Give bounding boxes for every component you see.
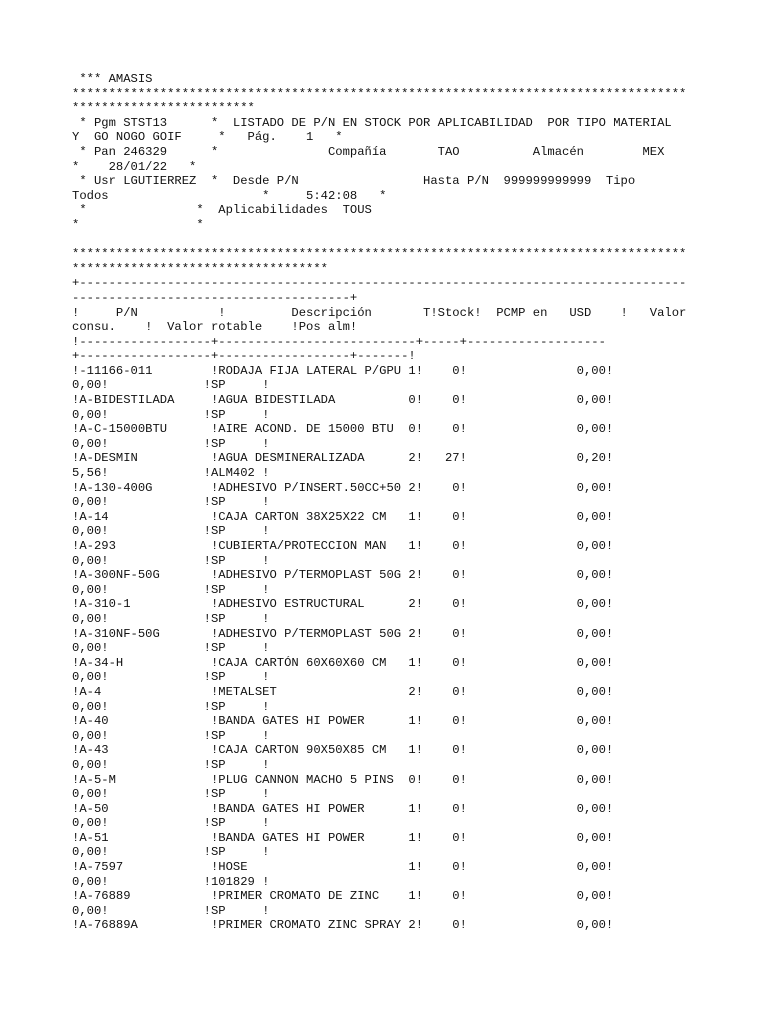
row-continuation: 0,00! !SP ! (72, 495, 270, 510)
table-row (72, 481, 762, 510)
table-row (72, 860, 762, 889)
row-main: !A-4 !METALSET 2! 0! 0,00! (72, 684, 614, 699)
table-row (72, 568, 762, 597)
row-continuation: 0,00! !SP ! (72, 903, 270, 918)
row-main: !A-5-M !PLUG CANNON MACHO 5 PINS 0! 0! 0,00! (72, 772, 614, 787)
row-main: !A-300NF-50G !ADHESIVO P/TERMOPLAST 50G 2! 0! 0,00! (72, 568, 614, 583)
report-title: *** AMASIS (72, 72, 153, 86)
row-main: !A-14 !CAJA CARTON 38X25X22 CM 1! 0! 0,00! (72, 509, 614, 524)
row-main: !A-C-15000BTU !AIRE ACOND. DE 15000 BTU 0! 0! 0,00! (72, 422, 614, 437)
row-main: !A-7597 !HOSE 1! 0! 0,00! (72, 860, 614, 875)
date-line: * 28/01/22 * (72, 159, 197, 174)
table-row (72, 393, 762, 422)
row-continuation: 0,00! !SP ! (72, 553, 270, 568)
separator-line: ************************************************************************************ (72, 247, 687, 262)
user-line: * Usr LGUTIERREZ * Desde P/N Hasta P/N 999999999999 Tipo (72, 174, 636, 189)
row-continuation: 0,00! !SP ! (72, 407, 270, 422)
table-row (72, 364, 762, 393)
row-continuation: 0,00! !SP ! (72, 611, 270, 626)
row-main: !A-130-400G !ADHESIVO P/INSERT.50CC+50 2! 0! 0,00! (72, 480, 614, 495)
table-row (72, 918, 762, 933)
table-row (72, 773, 762, 802)
row-continuation: 0,00! !SP ! (72, 787, 270, 802)
row-main: !A-310-1 !ADHESIVO ESTRUCTURAL 2! 0! 0,00! (72, 597, 614, 612)
column-headers: ! P/N ! Descripción T!Stock! PCMP en USD ! Valor (72, 305, 687, 320)
separator-line: *********************************** (72, 261, 328, 276)
table-row (72, 685, 762, 714)
row-main: !A-40 !BANDA GATES HI POWER 1! 0! 0,00! (72, 714, 614, 729)
row-continuation: 0,00! !SP ! (72, 670, 270, 685)
report-table-body (72, 364, 762, 933)
table-divider: +------------------+------------------+-------! (72, 349, 416, 364)
row-main: !-11166-011 !RODAJA FIJA LATERAL P/GPU 1! 0! 0,00! (72, 363, 614, 378)
column-headers-cont: consu. ! Valor rotable !Pos alm! (72, 320, 358, 335)
applicability-line: * * Aplicabilidades TOUS (72, 203, 372, 218)
row-main: !A-DESMIN !AGUA DESMINERALIZADA 2! 27! 0,20! (72, 451, 614, 466)
table-border: --------------------------------------+ (72, 290, 358, 305)
row-main: !A-50 !BANDA GATES HI POWER 1! 0! 0,00! (72, 801, 614, 816)
row-continuation: 0,00! !SP ! (72, 582, 270, 597)
row-main: !A-310NF-50G !ADHESIVO P/TERMOPLAST 50G 2! 0! 0,00! (72, 626, 614, 641)
table-row (72, 451, 762, 480)
row-continuation: 0,00! !SP ! (72, 378, 270, 393)
row-continuation: 5,56! !ALM402 ! (72, 466, 270, 481)
company-line: * Pan 246329 * Compañía TAO Almacén MEX (72, 144, 665, 159)
row-continuation: 0,00! !SP ! (72, 757, 270, 772)
report-header (72, 72, 762, 364)
time-line: Todos * 5:42:08 * (72, 188, 387, 203)
row-main: !A-43 !CAJA CARTON 90X50X85 CM 1! 0! 0,00! (72, 743, 614, 758)
table-row (72, 714, 762, 743)
table-divider: !------------------+---------------------------+-----+------------------- (72, 334, 606, 349)
separator-line: ************************* (72, 101, 255, 116)
row-main: !A-293 !CUBIERTA/PROTECCION MAN 1! 0! 0,00! (72, 539, 614, 553)
table-row (72, 597, 762, 626)
program-line-cont: Y GO NOGO GOIF * Pág. 1 * (72, 130, 343, 145)
row-main: !A-76889A !PRIMER CROMATO ZINC SPRAY 2! 0! 0,00! (72, 918, 614, 933)
row-main: !A-51 !BANDA GATES HI POWER 1! 0! 0,00! (72, 830, 614, 845)
row-main: !A-34-H !CAJA CARTÓN 60X60X60 CM 1! 0! 0,00! (72, 655, 614, 670)
table-row (72, 802, 762, 831)
separator-line: ************************************************************************************ (72, 86, 687, 101)
table-row (72, 539, 762, 568)
table-row (72, 889, 762, 918)
row-continuation: 0,00! !SP ! (72, 524, 270, 539)
row-main: !A-BIDESTILADA !AGUA BIDESTILADA 0! 0! 0,00! (72, 393, 614, 408)
row-main: !A-76889 !PRIMER CROMATO DE ZINC 1! 0! 0,00! (72, 889, 614, 904)
row-continuation: 0,00! !SP ! (72, 845, 270, 860)
blank-line (72, 233, 762, 248)
table-row (72, 831, 762, 860)
row-continuation: 0,00! !SP ! (72, 728, 270, 743)
table-row (72, 656, 762, 685)
table-row (72, 743, 762, 772)
report-page (72, 72, 762, 933)
row-continuation: 0,00! !SP ! (72, 816, 270, 831)
table-row (72, 422, 762, 451)
program-line: * Pgm STST13 * LISTADO DE P/N EN STOCK POR APLICABILIDAD POR TIPO MATERIAL (72, 115, 672, 130)
table-row (72, 510, 762, 539)
row-continuation: 0,00! !SP ! (72, 699, 270, 714)
table-border: +----------------------------------------------------------------------------------- (72, 276, 687, 291)
table-row (72, 627, 762, 656)
row-continuation: 0,00! !101829 ! (72, 874, 270, 889)
row-continuation: 0,00! !SP ! (72, 641, 270, 656)
row-continuation: 0,00! !SP ! (72, 436, 270, 451)
applicability-line-cont: * * (72, 217, 204, 232)
